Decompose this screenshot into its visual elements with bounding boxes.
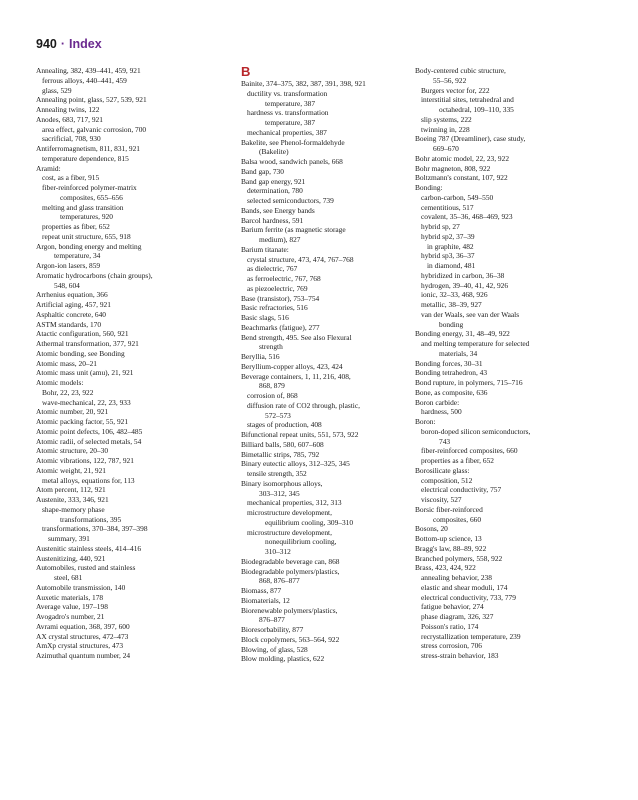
index-subentry: elastic and shear moduli, 174 [421,582,508,592]
index-subentry: diffusion rate of CO2 through, plastic, [247,400,360,410]
index-entry: Bonding forces, 30–31 [415,358,483,368]
index-entry: Atomic packing factor, 55, 921 [36,417,129,426]
index-entry: Barium titanate: [241,244,289,254]
index-entry: Boltzmann's constant, 107, 922 [415,173,508,183]
index-subentry: steel, 681 [54,573,83,582]
index-subentry: properties as a fiber, 652 [421,456,494,465]
index-entry: Boron carbide: [415,397,460,407]
index-subentry: glass, 529 [42,85,72,95]
index-subentry: as ferroelectric, 767, 768 [247,274,321,283]
index-entry: Bragg's law, 88–89, 922 [415,543,487,553]
index-subentry: cementitious, 517 [421,202,474,212]
index-entry: Bimetallic strips, 785, 792 [241,449,320,459]
index-subentry: as piezoelectric, 769 [247,283,308,293]
index-entry: Bonding: [415,183,443,192]
index-entry: Bosons, 20 [415,524,448,534]
index-subentry: 743 [439,436,451,446]
index-subentry: temperature dependence, 815 [42,153,129,163]
index-entry: Band gap energy, 921 [241,176,306,186]
index-subentry: as dielectric, 767 [247,264,298,274]
index-subentry: covalent, 35–36, 468–469, 923 [421,212,513,222]
index-entry: Austenitic stainless steels, 414–416 [36,543,142,553]
index-subentry: interstitial sites, tetrahedral and [421,95,514,105]
index-column-3 [415,66,615,661]
index-entry: Avogadro's number, 21 [36,612,105,621]
index-entry: Annealing twins, 122 [36,105,100,114]
index-column-1 [36,66,222,661]
index-entry: Brass, 423, 424, 922 [415,563,476,573]
index-subentry: annealing behavior, 238 [421,573,492,582]
index-subentry: strength [259,342,283,352]
header-title: Index [69,37,102,51]
index-subentry: in diamond, 481 [427,261,476,270]
index-subentry: sacrificial, 708, 930 [42,134,101,144]
index-entry: Bakelite, see Phenol-formaldehyde [241,137,345,147]
index-entry: Atomic radii, of selected metals, 54 [36,436,142,446]
index-entry: Automobile transmission, 140 [36,582,126,592]
index-subentry: hybrid sp3, 36–37 [421,251,475,261]
index-subentry: octahedral, 109–110, 335 [439,105,514,114]
index-entry: Asphaltic concrete, 640 [36,309,106,319]
index-entry: Avrami equation, 368, 397, 600 [36,621,130,631]
index-entry: Atactic configuration, 560, 921 [36,329,129,339]
index-subentry: hardness, 500 [421,407,462,417]
index-subentry: 669–670 [433,144,459,153]
index-entry: Argon-ion lasers, 859 [36,261,101,270]
index-subentry: ductility vs. transformation [247,88,328,98]
index-entry: Aramid: [36,163,61,173]
index-subentry: nonequilibrium cooling, [265,537,337,547]
index-entry: Bohr atomic model, 22, 23, 922 [415,153,510,163]
index-subentry: slip systems, 222 [421,114,472,124]
index-entry: Anodes, 683, 717, 921 [36,114,103,124]
index-entry: ASTM standards, 170 [36,319,102,329]
index-entry: Bioresorbability, 877 [241,625,304,634]
index-entry: Argon, bonding energy and melting [36,241,142,251]
index-entry: Biodegradable polymers/plastics, [241,566,340,576]
index-subentry: and melting temperature for selected [421,339,530,348]
index-entry: Bainite, 374–375, 382, 387, 391, 398, 921 [241,79,366,88]
index-entry: Austenitizing, 440, 921 [36,553,106,563]
index-subentry: temperatures, 920 [60,212,113,222]
index-subentry: metallic, 38–39, 927 [421,300,482,309]
index-subentry: 55–56, 922 [433,75,467,85]
index-entry: Aromatic hydrocarbons (chain groups), [36,270,153,280]
index-subentry: equilibrium cooling, 309–310 [265,517,354,527]
index-subentry: medium), 827 [259,235,301,244]
index-subentry: bonding [439,319,464,329]
index-entry: AmXp crystal structures, 473 [36,641,124,651]
index-entry: Borosilicate glass: [415,465,470,475]
index-subentry: 868, 879 [259,381,285,391]
index-entry: Bohr magneton, 808, 922 [415,163,491,173]
index-entry: Annealing, 382, 439–441, 459, 921 [36,66,141,75]
index-subentry: 310–312 [265,547,291,556]
index-subentry: ionic, 32–33, 468, 926 [421,290,488,300]
index-subentry: repeat unit structure, 655, 918 [42,231,131,241]
index-subentry: shape-memory phase [42,504,105,514]
index-entry: Arrhenius equation, 366 [36,290,108,300]
index-subentry: van der Waals, see van der Waals [421,309,520,319]
index-entry: Atomic point defects, 106, 482–485 [36,426,143,436]
index-entry: Atom percent, 112, 921 [36,485,106,495]
index-entry: Binary eutectic alloys, 312–325, 345 [241,459,350,469]
index-entry: Band gap, 730 [241,166,284,176]
index-entry: Average value, 197–198 [36,602,108,612]
index-subentry: composites, 655–656 [60,192,123,202]
index-subentry: temperature, 387 [265,118,316,127]
index-subentry: hybrid sp, 27 [421,222,460,231]
index-entry: Bone, as composite, 636 [415,387,488,397]
index-entry: Body-centered cubic structure, [415,66,506,75]
index-entry: Biodegradable beverage can, 868 [241,556,340,566]
index-entry: Barcol hardness, 591 [241,215,304,225]
index-entry: Boron: [415,417,436,426]
index-subentry: boron-doped silicon semiconductors, [421,426,531,436]
index-entry: Atomic number, 20, 921 [36,407,109,417]
index-entry: Atomic structure, 20–30 [36,446,109,456]
index-subentry: (Bakelite) [259,147,289,157]
index-entry: Beverage containers, 1, 11, 216, 408, [241,371,351,381]
header-separator: · [60,37,66,51]
index-entry: Base (transistor), 753–754 [241,293,320,303]
index-entry: Auxetic materials, 178 [36,592,104,602]
index-subentry: 876–877 [259,615,285,625]
index-entry: Artificial aging, 457, 921 [36,300,111,309]
index-subentry: Bohr, 22, 23, 922 [42,387,94,397]
index-subentry: electrical conductivity, 733, 779 [421,592,516,602]
index-entry: Binary isomorphous alloys, [241,478,323,488]
index-subentry: corrosion of, 868 [247,391,298,400]
index-entry: Biomaterials, 12 [241,595,290,605]
index-entry: Billiard balls, 580, 607–608 [241,439,324,449]
index-subentry: fiber-reinforced composites, 660 [421,446,518,456]
index-subentry: hardness vs. transformation [247,108,329,118]
index-entry: Branched polymers, 558, 922 [415,553,503,563]
index-subentry: area effect, galvanic corrosion, 700 [42,124,147,134]
index-entry: Bifunctional repeat units, 551, 573, 922 [241,430,359,439]
index-subentry: temperature, 387 [265,98,316,108]
index-entry: Annealing point, glass, 527, 539, 921 [36,95,147,105]
index-entry: Bottom-up science, 13 [415,534,482,543]
index-entry: Atomic models: [36,378,84,387]
index-subentry: in graphite, 482 [427,241,474,251]
index-subentry: temperature, 34 [54,251,101,261]
index-entry: Bonding tetrahedron, 43 [415,368,488,378]
page-header [36,36,102,52]
index-entry: Austenite, 333, 346, 921 [36,495,109,504]
index-subentry: transformations, 370–384, 397–398 [42,524,148,534]
index-entry: Balsa wood, sandwich panels, 668 [241,157,343,166]
index-entry: Barium ferrite (as magnetic storage [241,225,346,235]
index-subentry: cost, as a fiber, 915 [42,173,100,183]
index-entry: Bend strength, 495. See also Flexural [241,332,352,342]
index-subentry: summary, 391 [48,534,90,543]
index-entry: AX crystal structures, 472–473 [36,631,129,641]
index-subentry: melting and glass transition [42,202,124,212]
index-entry: Basic refractories, 516 [241,303,308,313]
section-letter: B [241,64,251,79]
index-entry: Beachmarks (fatigue), 277 [241,322,320,332]
index-subentry: twinning in, 228 [421,124,470,134]
index-subentry: composition, 512 [421,475,473,485]
index-entry: Biomass, 877 [241,586,282,595]
index-subentry: 548, 604 [54,280,80,290]
index-entry: Blow molding, plastics, 622 [241,654,325,664]
index-subentry: 868, 876–877 [259,576,300,586]
index-subentry: fatigue behavior, 274 [421,602,484,612]
index-subentry: fiber-reinforced polymer-matrix [42,183,137,192]
page-number: 940 [36,37,57,51]
index-entry: Automobiles, rusted and stainless [36,563,136,573]
index-subentry: metal alloys, equations for, 113 [42,475,135,485]
index-subentry: tensile strength, 352 [247,469,307,478]
index-subentry: materials, 34 [439,348,478,358]
index-entry: Azimuthal quantum number, 24 [36,651,131,660]
index-subentry: 572–573 [265,410,291,420]
index-entry: Antiferromagnetism, 811, 831, 921 [36,144,140,153]
index-entry: Atomic weight, 21, 921 [36,465,106,475]
index-subentry: stress corrosion, 706 [421,641,482,651]
index-entry: Atomic bonding, see Bonding [36,348,125,358]
index-subentry: stress-strain behavior, 183 [421,651,499,660]
index-entry: Biorenewable polymers/plastics, [241,605,338,615]
index-subentry: Poisson's ratio, 174 [421,621,479,631]
index-entry: Atomic vibrations, 122, 787, 921 [36,456,134,465]
index-subentry: properties as fiber, 652 [42,222,110,231]
index-subentry: ferrous alloys, 440–441, 459 [42,75,127,85]
index-subentry: hybridized in carbon, 36–38 [421,270,505,280]
index-subentry: crystal structure, 473, 474, 767–768 [247,254,354,264]
index-subentry: determination, 780 [247,186,303,196]
index-entry: Basic slags, 516 [241,313,289,322]
index-subentry: viscosity, 527 [421,495,462,504]
index-entry: Athermal transformation, 377, 921 [36,339,139,348]
index-subentry: wave-mechanical, 22, 23, 933 [42,397,131,407]
index-entry: Beryllium-copper alloys, 423, 424 [241,361,343,371]
index-subentry: stages of production, 408 [247,420,322,430]
index-subentry: electrical conductivity, 757 [421,485,502,495]
index-subentry: carbon-carbon, 549–550 [421,192,494,202]
index-entry: Bands, see Energy bands [241,205,315,215]
index-subentry: microstructure development, [247,508,332,517]
index-subentry: 303–312, 345 [259,488,300,498]
index-subentry: selected semiconductors, 739 [247,196,334,205]
index-subentry: phase diagram, 326, 327 [421,612,494,621]
index-entry: Bond rupture, in polymers, 715–716 [415,378,523,387]
index-subentry: composites, 660 [433,514,482,524]
index-entry: Blowing, of glass, 528 [241,644,308,654]
index-subentry: mechanical properties, 387 [247,127,327,137]
index-subentry: hydrogen, 39–40, 41, 42, 926 [421,280,509,290]
index-subentry: hybrid sp2, 37–39 [421,231,475,241]
index-column-2 [241,66,417,664]
index-entry: Beryllia, 516 [241,352,280,361]
index-entry: Borsic fiber-reinforced [415,504,483,514]
index-subentry: recrystallization temperature, 239 [421,631,521,641]
index-entry: Boeing 787 (Dreamliner), case study, [415,134,526,144]
index-subentry: Burgers vector for, 222 [421,85,490,95]
index-entry: Atomic mass, 20–21 [36,358,97,368]
index-subentry: mechanical properties, 312, 313 [247,498,342,508]
index-entry: Atomic mass unit (amu), 21, 921 [36,368,134,378]
index-subentry: microstructure development, [247,527,332,537]
index-entry: Bonding energy, 31, 48–49, 922 [415,329,510,339]
index-entry: Block copolymers, 563–564, 922 [241,634,340,644]
index-subentry: transformations, 395 [60,514,122,524]
